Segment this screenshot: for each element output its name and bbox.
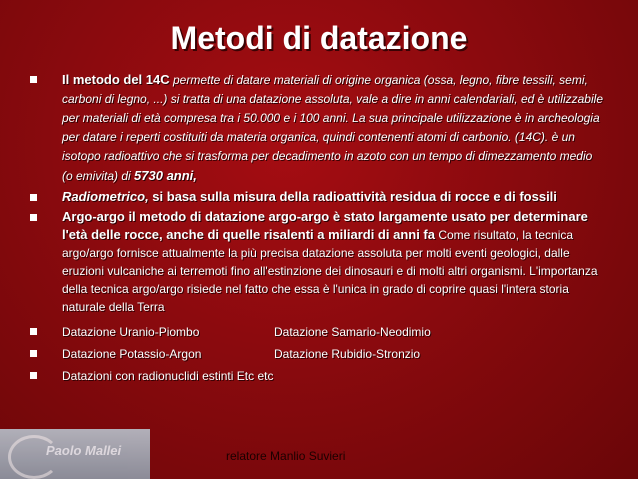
bullet-item-argon: [30, 208, 605, 316]
radiometric-body: si basa sulla misura della radioattività residua di rocce e di fossili: [148, 189, 557, 204]
footer-author: relatore Manlio Suvieri: [226, 449, 346, 463]
bullet-marker: [30, 194, 37, 201]
method-left: Datazione Uranio-Piombo: [62, 325, 200, 339]
c14-lead: Il metodo del 14C: [62, 72, 170, 87]
method-left: Datazione Potassio-Argon: [62, 347, 202, 361]
bullet-marker: [30, 372, 37, 379]
bullet-marker: [30, 328, 37, 335]
bullet-marker: [30, 214, 37, 221]
argon-body: Come risultato, la tecnica argo/argo fornisce attualmente la più precisa datazione assoluta per molti eventi geologici, dalle eruzioni vulcaniche ai terremoti fino all'estinzione dei dinosauri e di molti altri organismi. L'importanza della tecnica argo/argo risiede nel fatto che essa è l'unica in grado di coprire quasi l'intera storia naturale della Terra: [62, 228, 598, 314]
slide-title: Metodi di datazione: [170, 20, 468, 56]
c14-body: permette di datare materiali di origine organica (ossa, legno, fibre tessili, semi, carboni di legno, ...) si tratta di una datazione assoluta, vale a dire in anni calendariali, ed è utilizzabile per materiali di età compresa tra i 50.000 e i 100 anni. La sua principale utilizzazione è in archeologia per datare i reperti costituiti da materia organica, quindi contenenti atomi di carbonio. (14C). è un isotopo radioattivo che si trasforma per decadimento in azoto con un tempo di dimezzamento medio (o emivita) di: [62, 73, 603, 183]
method-right: Datazione Rubidio-Stronzio: [274, 347, 421, 361]
author-logo: [0, 429, 150, 479]
argon-lead: Argo-argo il metodo di datazione argo-argo è stato largamente usato per determinare l'età delle rocce, anche di quelle risalenti a miliardi di anni fa: [62, 209, 588, 242]
radiometric-lead: Radiometrico,: [62, 189, 149, 204]
c14-half-life: 5730 anni,: [134, 168, 197, 183]
method-row: [30, 366, 605, 386]
method-right: Etc etc: [233, 369, 274, 383]
bullet-marker: [30, 350, 37, 357]
method-row: [30, 344, 605, 364]
slide-content: [30, 70, 605, 386]
bullet-item-c14: [30, 70, 605, 186]
method-row: [30, 322, 605, 342]
bullet-marker: [30, 76, 37, 83]
bullet-item-radiometric: [30, 188, 605, 205]
method-left: Datazioni con radionuclidi estinti: [62, 369, 234, 383]
logo-name: Paolo Mallei: [46, 443, 122, 458]
method-right: Datazione Samario-Neodimio: [274, 325, 431, 339]
